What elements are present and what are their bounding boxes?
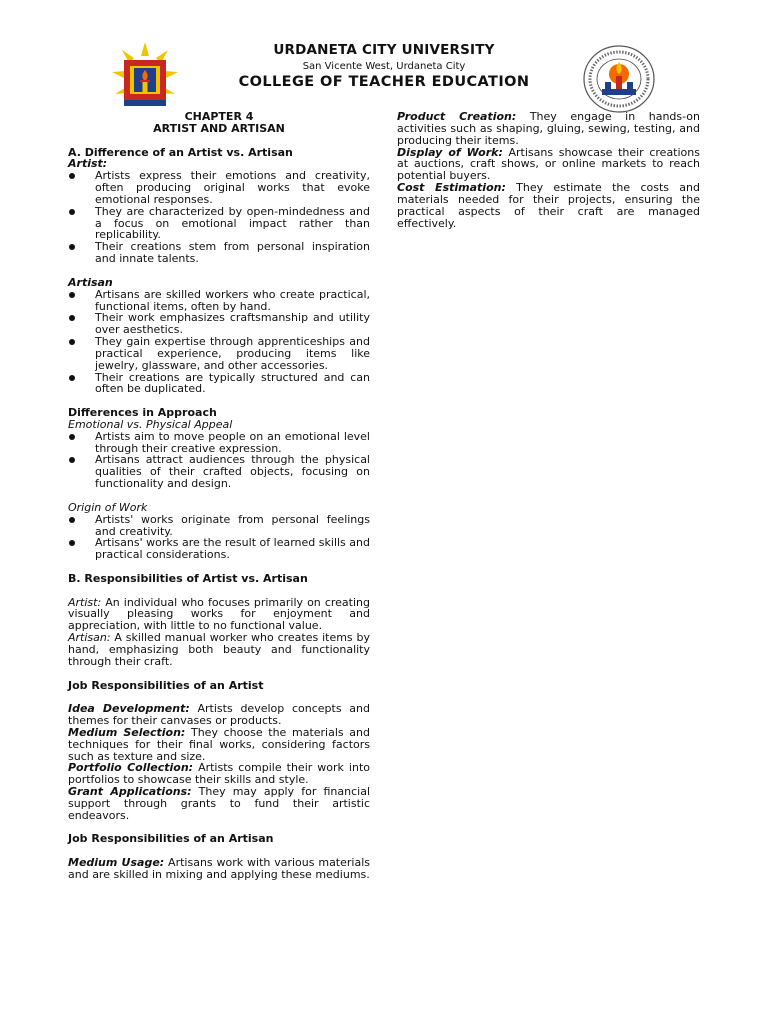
approach-heading: Differences in Approach	[68, 406, 217, 420]
list-item: Artists' works originate from personal feelings and creativity.	[68, 514, 370, 538]
artist-job-label: Grant Applications:	[68, 785, 192, 799]
list-item: Their creations stem from personal inspiration and innate talents.	[68, 241, 370, 265]
artisan-job-item	[68, 857, 370, 881]
artist-job-label: Portfolio Collection:	[68, 761, 194, 775]
artisan-definition	[68, 632, 370, 668]
appeal-points-list	[68, 431, 370, 490]
artist-definition	[68, 597, 370, 633]
university-name: URDANETA CITY UNIVERSITY	[273, 42, 495, 58]
artisan-points-list	[68, 289, 370, 396]
chapter-title: ARTIST AND ARTISAN	[153, 121, 285, 135]
artisan-job-item	[397, 147, 700, 183]
artisan-jobs-heading: Job Responsibilities of an Artisan	[68, 832, 274, 846]
right-column	[397, 111, 700, 229]
artist-job-item	[68, 786, 370, 822]
artist-job-text: They choose the materials and techniques for their final works, considering factors such as texture and size.	[68, 725, 371, 763]
college-seal-icon	[582, 44, 656, 114]
artist-job-text: They may apply for financial support through grants to fund their artistic endeavors.	[68, 785, 371, 822]
list-item: They gain expertise through apprenticeships and practical experience, producing items like jewelry, glassware, and other accessories.	[68, 336, 370, 372]
artisan-job-label: Product Creation:	[397, 110, 517, 123]
artist-points-list	[68, 170, 370, 265]
artisan-label: Artisan	[68, 275, 113, 289]
left-column	[68, 111, 370, 881]
artist-job-text: Artists compile their work into portfolios to showcase their skills and style.	[68, 761, 370, 787]
artist-job-label: Medium Selection:	[68, 725, 186, 739]
list-item: They are characterized by open-mindedness and a focus on emotional impact rather than replicability.	[68, 206, 370, 242]
artist-definition-label: Artist:	[68, 595, 102, 609]
artist-job-item	[68, 762, 370, 786]
artisan-job-text: They estimate the costs and materials needed for their projects, ensuring the practical aspects of their craft are managed effectively.	[397, 181, 700, 230]
artisan-definition-label: Artisan:	[68, 631, 111, 645]
list-item: Artisans attract audiences through the physical qualities of their crafted objects, focusing on functionality and design.	[68, 454, 370, 490]
artisan-job-item	[397, 182, 700, 229]
artisan-job-text: Artisans work with various materials and are skilled in mixing and applying these mediums.	[68, 856, 370, 881]
artisan-definition-text: A skilled manual worker who creates items by hand, emphasizing both beauty and functionality through their craft.	[68, 631, 370, 668]
artisan-job-text: Artisans showcase their creations at auctions, craft shows, or online markets to reach potential buyers.	[397, 145, 700, 183]
list-item: Artisans are skilled workers who create practical, functional items, often by hand.	[68, 289, 370, 313]
artisan-job-label: Cost Estimation:	[397, 181, 506, 195]
chapter-number: CHAPTER 4	[184, 110, 254, 123]
section-b-heading: B. Responsibilities of Artist vs. Artisan	[68, 571, 308, 585]
artist-jobs-heading: Job Responsibilities of an Artist	[68, 678, 264, 692]
list-item: Artisans' works are the result of learned skills and practical considerations.	[68, 537, 370, 561]
college-name: COLLEGE OF TEACHER EDUCATION	[238, 74, 530, 90]
document-header	[0, 0, 768, 108]
artisan-job-item	[397, 111, 700, 147]
artisan-job-text: They engage in hands-on activities such as shaping, gluing, sewing, testing, and producing their items.	[397, 110, 700, 147]
artist-label: Artist:	[68, 157, 108, 171]
list-item: Artists aim to move people on an emotional level through their creative expression.	[68, 431, 370, 455]
artist-definition-text: An individual who focuses primarily on creating visually pleasing works for enjoyment and appreciation, with little to no functional value.	[68, 595, 370, 633]
section-a-heading: A. Difference of an Artist vs. Artisan	[68, 145, 293, 159]
artist-job-text: Artists develop concepts and themes for their canvases or products.	[68, 702, 371, 728]
artist-job-item	[68, 727, 370, 763]
artist-job-label: Idea Development:	[68, 702, 190, 716]
list-item: Their creations are typically structured and can often be duplicated.	[68, 372, 370, 396]
university-address: San Vicente West, Urdaneta City	[302, 61, 466, 72]
list-item: Their work emphasizes craftsmanship and utility over aesthetics.	[68, 312, 370, 336]
origin-label: Origin of Work	[68, 500, 148, 514]
artisan-job-label: Display of Work:	[397, 145, 503, 159]
origin-points-list	[68, 514, 370, 561]
artist-job-item	[68, 703, 370, 727]
artisan-job-label: Medium Usage:	[68, 856, 165, 870]
list-item: Artists express their emotions and creativity, often producing original works that evoke emotional responses.	[68, 170, 370, 206]
appeal-label: Emotional vs. Physical Appeal	[68, 417, 233, 431]
